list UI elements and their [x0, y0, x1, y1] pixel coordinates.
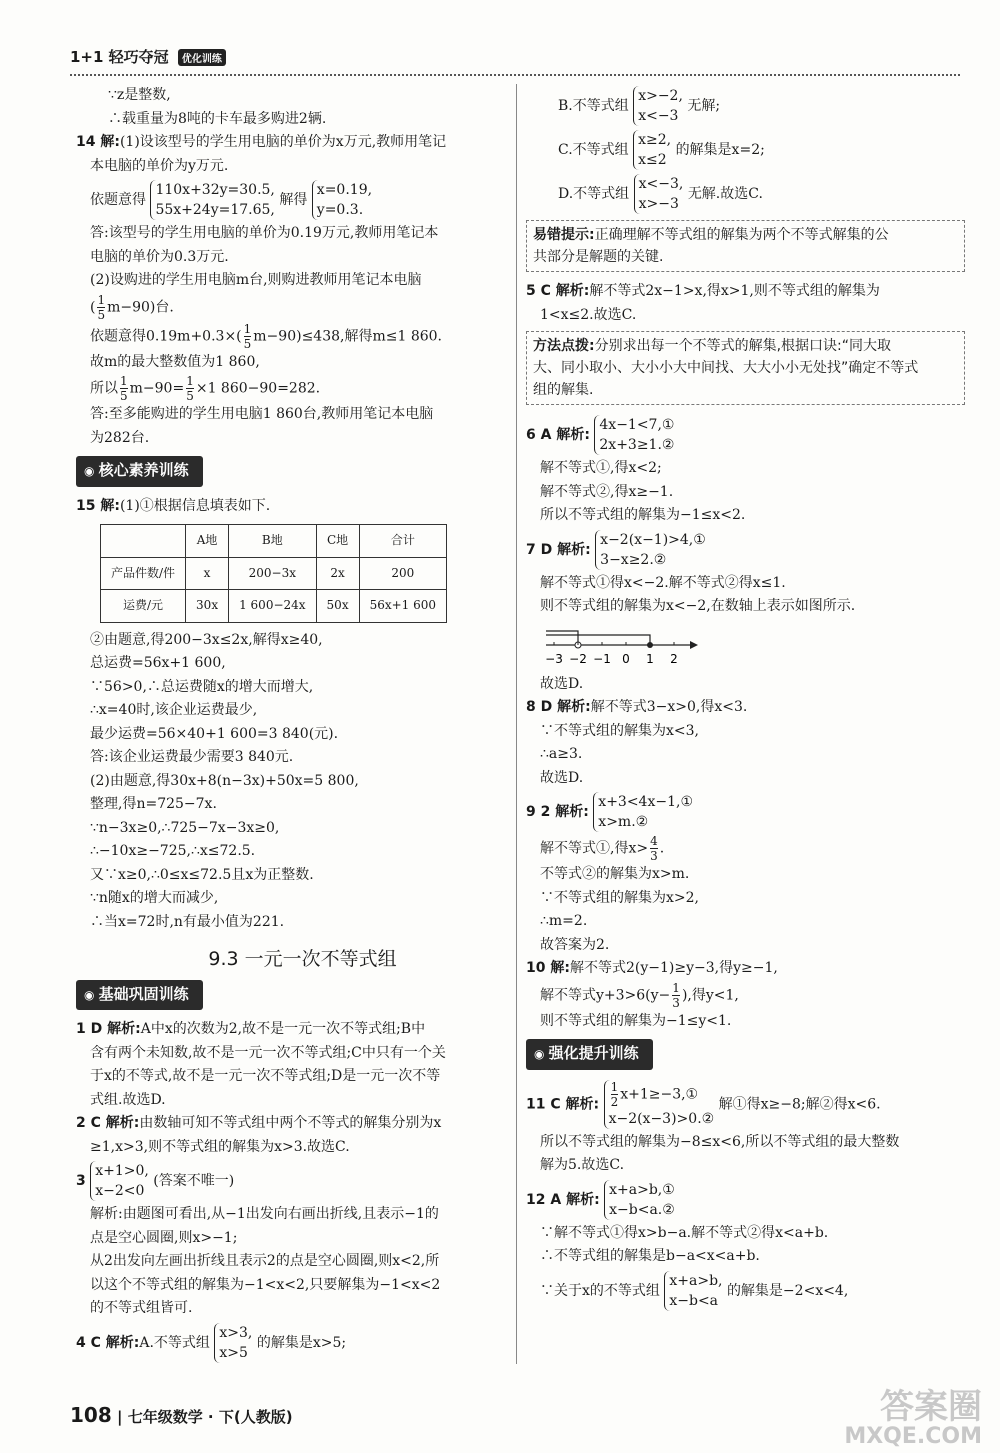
text-line: 含有两个未知数,故不是一元一次不等式组;C中只有一个关 — [90, 1044, 446, 1061]
inequality: x>−2, — [638, 88, 683, 104]
fraction — [244, 322, 252, 351]
text-line: A中x的次数为2,故不是一元一次不等式组;B中 — [140, 1021, 426, 1037]
page-footer — [70, 1403, 293, 1427]
text-line: ∵n随x的增大而减少, — [90, 890, 219, 906]
text-line: 不等式②的解集为x>m. — [540, 866, 690, 882]
text: 无解.故选C. — [687, 186, 763, 202]
text: ( — [90, 299, 96, 315]
text: C.不等式组 — [558, 142, 629, 158]
table-cell: 200 — [359, 557, 446, 590]
inequality: x≥2, — [638, 132, 672, 148]
text-line: 答:至多能购进的学生用电脑1 860台,教师用笔记本电脑 — [90, 406, 434, 422]
inequality: 4x−1<7,① — [599, 417, 675, 433]
text: 依题意得 — [90, 192, 146, 208]
equation-line — [90, 178, 515, 222]
inequality: x−b<a.② — [609, 1201, 675, 1218]
text-line: 所以不等式组的解集为−1≤x<2. — [540, 507, 746, 523]
solution-bracket-lt-minus2 — [546, 631, 578, 645]
text-line: 由数轴可知不等式组中两个不等式的解集分别为x — [139, 1115, 442, 1131]
question-6 — [526, 413, 965, 457]
denominator: 3 — [650, 849, 658, 863]
fraction-line — [540, 981, 965, 1010]
denominator: 3 — [672, 995, 680, 1010]
text-line: 本电脑的单价为y万元. — [90, 157, 229, 174]
table-header-row — [101, 525, 447, 558]
text-line: 解不等式①得x<−2.解不等式②得x≤1. — [540, 574, 786, 591]
inequality — [609, 1080, 715, 1109]
question-label: 7 D 解析: — [526, 541, 591, 558]
text-line: ∵z是整数, — [108, 87, 171, 103]
text: B.不等式组 — [558, 98, 629, 114]
question-label: 11 C 解析: — [526, 1096, 600, 1112]
text: 的解集是x=2; — [675, 142, 765, 158]
text-line: ②由题意,得200−3x≤2x,解得x≥40, — [90, 631, 323, 648]
tip-text: 大、同小取小、大小小大中间找、大大小小无处找”确定不等式 — [533, 360, 919, 376]
text: 解不等式①,得x> — [540, 840, 649, 857]
question-4 — [76, 1321, 515, 1365]
text-line: ∴m=2. — [540, 913, 588, 929]
tip-label: 方法点拨: — [533, 338, 595, 354]
watermark-url: MXQE.COM — [844, 1424, 982, 1449]
denominator: 5 — [97, 307, 106, 322]
question-label: 8 D 解析: — [526, 699, 591, 715]
equation-line — [540, 1269, 965, 1313]
inequality: x−2(x−1)>4,① — [600, 531, 706, 548]
equation: y=0.3. — [316, 202, 364, 218]
inequality-system — [664, 1271, 722, 1311]
question-label: 12 A 解析: — [526, 1191, 600, 1208]
text-line: 式组.故选D. — [90, 1091, 166, 1108]
inequality: x>5 — [219, 1344, 248, 1361]
question-8 — [526, 696, 965, 720]
inequality-system — [604, 1080, 715, 1129]
inequality-system — [633, 130, 671, 170]
fraction-line — [90, 322, 515, 351]
section-bar-label: ◉ 强化提升训练 — [526, 1039, 653, 1070]
text-line: 从2出发向左画出折线且表示2的点是空心圆圈,则x<2,所 — [90, 1253, 440, 1269]
text-line: 解不等式①,得x<2; — [540, 460, 662, 476]
text-line: 整理,得n=725−7x. — [90, 796, 217, 812]
right-column — [526, 84, 965, 1313]
table-row — [101, 590, 447, 623]
question-label: 1 D 解析: — [76, 1021, 141, 1037]
question-10 — [526, 957, 965, 981]
question-2 — [76, 1112, 515, 1136]
fraction — [672, 981, 680, 1010]
text: x+1≥−3,① — [620, 1086, 699, 1102]
text: m−90)台. — [107, 299, 174, 315]
solution-bracket-le-1 — [546, 635, 650, 645]
brand-name: 1+1 轻巧夺冠 — [70, 48, 169, 66]
equation: 55x+24y=17.65, — [155, 202, 275, 218]
table-cell: 产品件数/件 — [101, 557, 186, 590]
option-b — [540, 84, 965, 128]
text: ×1 860−90=282. — [195, 380, 321, 397]
freight-table — [100, 524, 447, 623]
text-line: 于x的不等式,故不是一元一次不等式组;D是一元一次不等 — [90, 1068, 441, 1084]
fraction-line — [540, 834, 965, 863]
equation-system — [150, 180, 274, 220]
text-line: 解不等式②,得x≥−1. — [540, 483, 674, 500]
question-12 — [526, 1178, 965, 1222]
tick-label: 2 — [670, 651, 678, 666]
question-1 — [76, 1018, 515, 1042]
text-line: ∵不等式组的解集为x<3, — [540, 722, 699, 739]
question-3 — [76, 1159, 515, 1203]
fraction-line — [90, 293, 515, 322]
text: m−90= — [129, 380, 185, 397]
tick-label: −2 — [569, 651, 587, 666]
text-line: 解不等式2(y−1)≥y−3,得y≥−1, — [569, 960, 778, 976]
inequality-system — [593, 792, 693, 832]
text-line: (2)由题意,得30x+8(n−3x)+50x=5 800, — [90, 772, 359, 789]
text: m−90)≤438,解得m≤1 860. — [253, 328, 443, 344]
text-line: (1)①根据信息填表如下. — [119, 497, 271, 514]
inequality: x+1>0, — [95, 1163, 149, 1179]
text-line: ∴x=40时,该企业运费最少, — [90, 702, 258, 718]
tip-box-method — [526, 331, 965, 405]
text-line: ∵不等式组的解集为x>2, — [540, 889, 699, 906]
denominator: 5 — [186, 389, 194, 403]
inequality: x≤2 — [638, 152, 667, 168]
fraction — [97, 293, 105, 322]
text-line: (1)设该型号的学生用电脑的单价为x万元,教师用笔记 — [119, 134, 447, 150]
table-row — [101, 557, 447, 590]
inequality-system — [604, 1180, 675, 1220]
question-label: 15 解: — [76, 497, 120, 514]
tick-label: −3 — [545, 651, 563, 666]
numerator: 1 — [672, 980, 680, 995]
section-bar-basic — [76, 980, 515, 1011]
text-line: 解为5.故选C. — [540, 1157, 625, 1173]
inequality-system — [633, 86, 683, 126]
fraction — [611, 1080, 619, 1109]
text-line: 故选D. — [540, 675, 584, 692]
table-cell: 1 600−24x — [229, 590, 316, 623]
text-line: 答:该型号的学生用电脑的单价为0.19万元,教师用笔记本 — [90, 225, 439, 241]
inequality-system — [90, 1161, 149, 1201]
inequality-system — [594, 415, 674, 455]
brand-badge: 优化训练 — [178, 49, 226, 66]
inequality-system — [595, 530, 706, 570]
text-line: 又∵x≥0,∴0≤x≤72.5且x为正整数. — [90, 866, 314, 883]
text-line: 解不等式3−x>0,得x<3. — [590, 699, 748, 715]
inequality: x−2<0 — [95, 1183, 145, 1199]
text: 依题意得0.19m+0.3×( — [90, 328, 242, 344]
question-label: 5 C 解析: — [526, 283, 590, 299]
tip-text: 分别求出每一个不等式的解集,根据口诀:“同大取 — [594, 338, 892, 354]
text-line: 所以不等式组的解集为−8≤x<6,所以不等式组的最大整数 — [540, 1133, 900, 1150]
page-header — [70, 44, 960, 78]
text: ),得y<1, — [681, 987, 739, 1003]
text-line: 电脑的单价为0.3万元. — [90, 248, 229, 265]
inequality: x+3<4x−1,① — [598, 794, 694, 810]
question-label: 4 C 解析: — [76, 1334, 140, 1351]
denominator: 5 — [243, 336, 252, 351]
tip-text: 正确理解不等式组的解集为两个不等式解集的公 — [594, 227, 889, 243]
text: 所以 — [90, 380, 118, 397]
text-line: ∴不等式组的解集是b−a<x<a+b. — [540, 1248, 760, 1264]
inequality: x−b<a — [669, 1292, 719, 1309]
text-line: 答:该企业运费最少需要3 840元. — [90, 749, 294, 765]
question-label: 9 2 解析: — [526, 804, 589, 820]
text: 无解; — [687, 98, 721, 114]
fraction-line — [90, 374, 515, 403]
watermark — [844, 1387, 982, 1452]
question-9 — [526, 790, 965, 834]
solution-system — [312, 180, 372, 220]
denominator: 2 — [610, 1094, 619, 1109]
text-line: ∴载重量为8吨的卡车最多购进2辆. — [108, 110, 327, 127]
inequality-system — [214, 1323, 252, 1363]
text-line: ∴a≥3. — [540, 746, 583, 762]
column-divider — [516, 84, 517, 1364]
numerator: 1 — [120, 374, 128, 388]
inequality: 3−x≥2.② — [600, 551, 667, 568]
text-line: 解不等式2x−1>x,得x>1,则不等式组的解集为 — [589, 283, 880, 299]
section-bar-core — [76, 456, 515, 487]
numerator: 4 — [650, 834, 658, 848]
text-line: 的不等式组皆可. — [90, 1300, 193, 1316]
question-label: 14 解: — [76, 134, 120, 150]
question-label: 3 — [76, 1173, 86, 1189]
table-cell: 30x — [186, 590, 229, 623]
tick-label: 1 — [646, 651, 654, 666]
axis-arrow — [690, 641, 698, 649]
section-bar-advanced — [526, 1039, 965, 1070]
brand-logo — [70, 46, 226, 67]
inequality: x>3, — [219, 1324, 253, 1341]
text: A.不等式组 — [139, 1334, 210, 1351]
text-line: (2)设购进的学生用电脑m台,则购进教师用笔记本电脑 — [90, 272, 422, 288]
numerator: 1 — [97, 292, 106, 307]
table-cell: A地 — [186, 525, 229, 558]
text-line: 则不等式组的解集为x<−2,在数轴上表示如图所示. — [540, 598, 856, 614]
inequality: x+a>b, — [669, 1272, 723, 1289]
denominator: 5 — [120, 389, 128, 403]
question-15 — [76, 495, 515, 519]
text: . — [659, 840, 665, 857]
text: 解①得x≥−8;解②得x<6. — [718, 1096, 881, 1112]
section-bar-label: ◉ 核心素养训练 — [76, 456, 203, 487]
question-label: 10 解: — [526, 960, 570, 976]
text: (答案不唯一) — [153, 1173, 235, 1189]
question-14 — [76, 131, 515, 155]
tip-label: 易错提示: — [533, 227, 595, 243]
text-line: ∵56>0,∴总运费随x的增大而增大, — [90, 678, 314, 695]
inequality: 2x+3≥1.② — [599, 437, 675, 453]
table-cell — [101, 525, 186, 558]
section-title: 9.3 一元一次不等式组 — [208, 948, 397, 970]
question-5 — [526, 280, 965, 304]
section-bar-label: ◉ 基础巩固训练 — [76, 980, 203, 1011]
question-7 — [526, 528, 965, 572]
table-cell: B地 — [229, 525, 316, 558]
text-line: ∵n−3x≥0,∴725−7x−3x≥0, — [90, 819, 280, 836]
table-cell: C地 — [316, 525, 359, 558]
numerator: 1 — [610, 1079, 619, 1094]
page-number: 108 — [70, 1403, 112, 1427]
text-line: ∴−10x≥−725,∴x≤72.5. — [90, 843, 256, 859]
text-line: 为282台. — [90, 429, 150, 446]
tick-label: −1 — [593, 651, 611, 666]
text-line: 1<x≤2.故选C. — [540, 306, 637, 323]
text-line: 故选D. — [540, 769, 584, 786]
text: 的解集是−2<x<4, — [726, 1282, 849, 1299]
fraction — [650, 834, 658, 863]
footer-subject: 七年级数学 · 下(人教版) — [127, 1408, 293, 1426]
text: ∵关于x的不等式组 — [540, 1282, 660, 1299]
question-label: 2 C 解析: — [76, 1115, 140, 1131]
inequality: x<−3 — [638, 108, 679, 124]
tip-box-error — [526, 220, 965, 272]
text: 解得 — [279, 192, 308, 208]
text-line: 总运费=56x+1 600, — [90, 655, 226, 671]
number-line-svg — [540, 623, 740, 669]
inequality-system — [634, 174, 684, 214]
fraction — [186, 374, 194, 403]
text-line: ∴当x=72时,n有最小值为221. — [90, 913, 285, 930]
left-column — [76, 84, 515, 1365]
numerator: 1 — [243, 321, 252, 336]
inequality: x+a>b,① — [609, 1181, 675, 1198]
text-line: 以这个不等式组的解集为−1<x<2,只要解集为−1<x<2 — [90, 1276, 441, 1293]
option-c — [540, 128, 965, 172]
text: D.不等式组 — [558, 186, 630, 202]
inequality: x−2(x−3)>0.② — [608, 1110, 715, 1127]
tick-label: 0 — [622, 651, 630, 666]
inequality: x>m.② — [598, 814, 649, 830]
table-cell: 56x+1 600 — [359, 590, 446, 623]
text: 解不等式y+3>6(y− — [540, 987, 671, 1003]
question-label: 6 A 解析: — [526, 427, 590, 443]
table-cell: 运费/元 — [101, 590, 186, 623]
text-line: 点是空心圆圈,则x>−1; — [90, 1229, 238, 1246]
fraction — [120, 374, 128, 403]
table-cell: 合计 — [359, 525, 446, 558]
option-d — [540, 172, 965, 216]
equation: x=0.19, — [316, 182, 373, 198]
text: 的解集是x>5; — [256, 1334, 347, 1351]
number-line — [540, 623, 740, 669]
question-11 — [526, 1078, 965, 1131]
table-cell: 200−3x — [229, 557, 316, 590]
text-line: 故答案为2. — [540, 936, 610, 953]
tip-text: 共部分是解题的关键. — [533, 249, 664, 265]
footer-separator: | — [116, 1408, 123, 1426]
numerator: 1 — [186, 374, 194, 388]
watermark-title: 答案圈 — [880, 1387, 982, 1427]
inequality: x<−3, — [638, 176, 684, 192]
equation: 110x+32y=30.5, — [155, 182, 275, 198]
table-cell: x — [186, 557, 229, 590]
tip-text: 组的解集. — [533, 382, 594, 398]
table-cell: 50x — [316, 590, 359, 623]
header-rule — [70, 74, 960, 76]
text-line: 最少运费=56×40+1 600=3 840(元). — [90, 725, 339, 742]
text-line: ≥1,x>3,则不等式组的解集为x>3.故选C. — [90, 1138, 350, 1155]
text-line: ∵解不等式①得x>b−a.解不等式②得x<a+b. — [540, 1224, 829, 1241]
text-line: 解析:由题图可看出,从−1出发向右画出折线,且表示−1的 — [90, 1206, 439, 1222]
text-line: 则不等式组的解集为−1≤y<1. — [540, 1012, 732, 1029]
text-line: 故m的最大整数值为1 860, — [90, 353, 260, 370]
inequality: x>−3 — [638, 196, 679, 212]
table-cell: 2x — [316, 557, 359, 590]
